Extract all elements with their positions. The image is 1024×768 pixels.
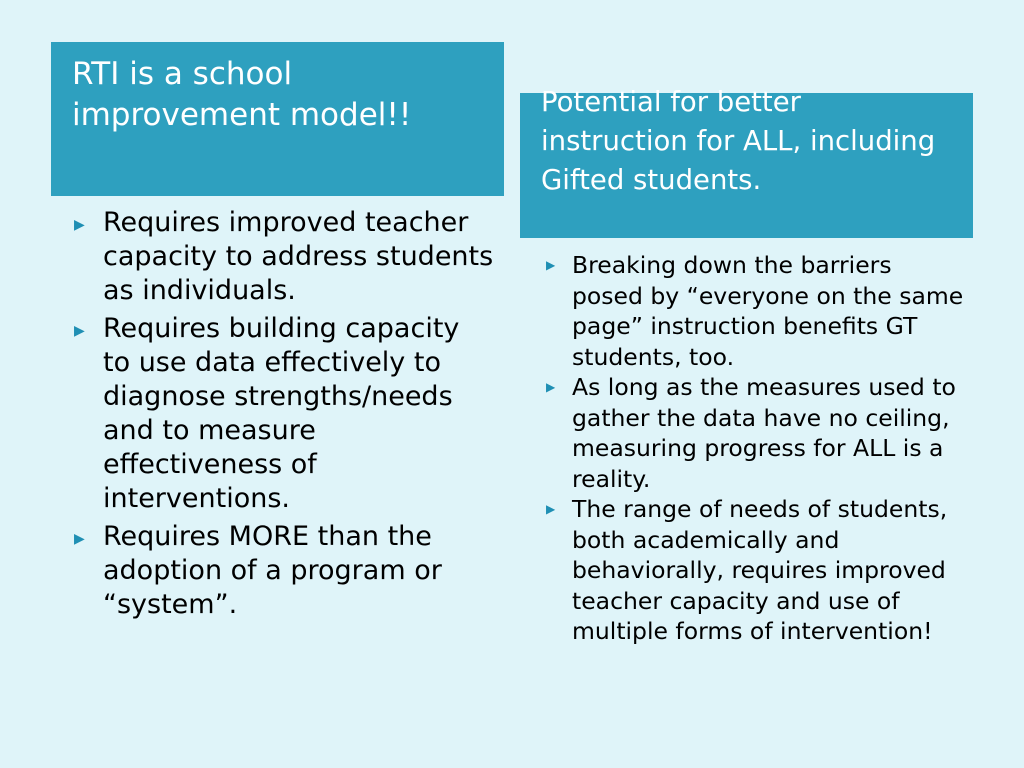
triangle-right-icon: ▶ — [74, 323, 85, 339]
list-item-text: Breaking down the barriers posed by “everyone on the same page” instruction benefits GT students, too. — [572, 251, 964, 371]
triangle-right-icon: ▶ — [546, 502, 556, 516]
right-bullet-list — [546, 250, 966, 647]
list-item — [546, 372, 966, 494]
right-header-text: Potential for better instruction for ALL, including Gifted students. — [541, 86, 936, 196]
left-column-header — [51, 42, 504, 196]
right-column-header — [520, 86, 973, 238]
left-bullet-list — [74, 206, 494, 626]
list-item-text: Requires MORE than the adoption of a program or “system”. — [103, 521, 442, 620]
triangle-right-icon: ▶ — [74, 217, 85, 233]
list-item-text: As long as the measures used to gather the data have no ceiling, measuring progress for ALL is a reality. — [572, 373, 956, 493]
list-item — [74, 520, 494, 622]
list-item-text: The range of needs of students, both academically and behaviorally, requires improved teacher capacity and use of multiple forms of intervention! — [572, 495, 948, 645]
list-item — [546, 250, 966, 372]
triangle-right-icon: ▶ — [546, 380, 556, 394]
triangle-right-icon: ▶ — [74, 531, 85, 547]
list-item — [74, 312, 494, 516]
list-item-text: Requires building capacity to use data effectively to diagnose strengths/needs and to measure effectiveness of interventions. — [103, 313, 460, 514]
list-item — [546, 494, 966, 647]
left-header-text: RTI is a school improvement model!! — [72, 56, 412, 133]
list-item — [74, 206, 494, 308]
list-item-text: Requires improved teacher capacity to address students as individuals. — [103, 207, 494, 306]
triangle-right-icon: ▶ — [546, 258, 556, 272]
